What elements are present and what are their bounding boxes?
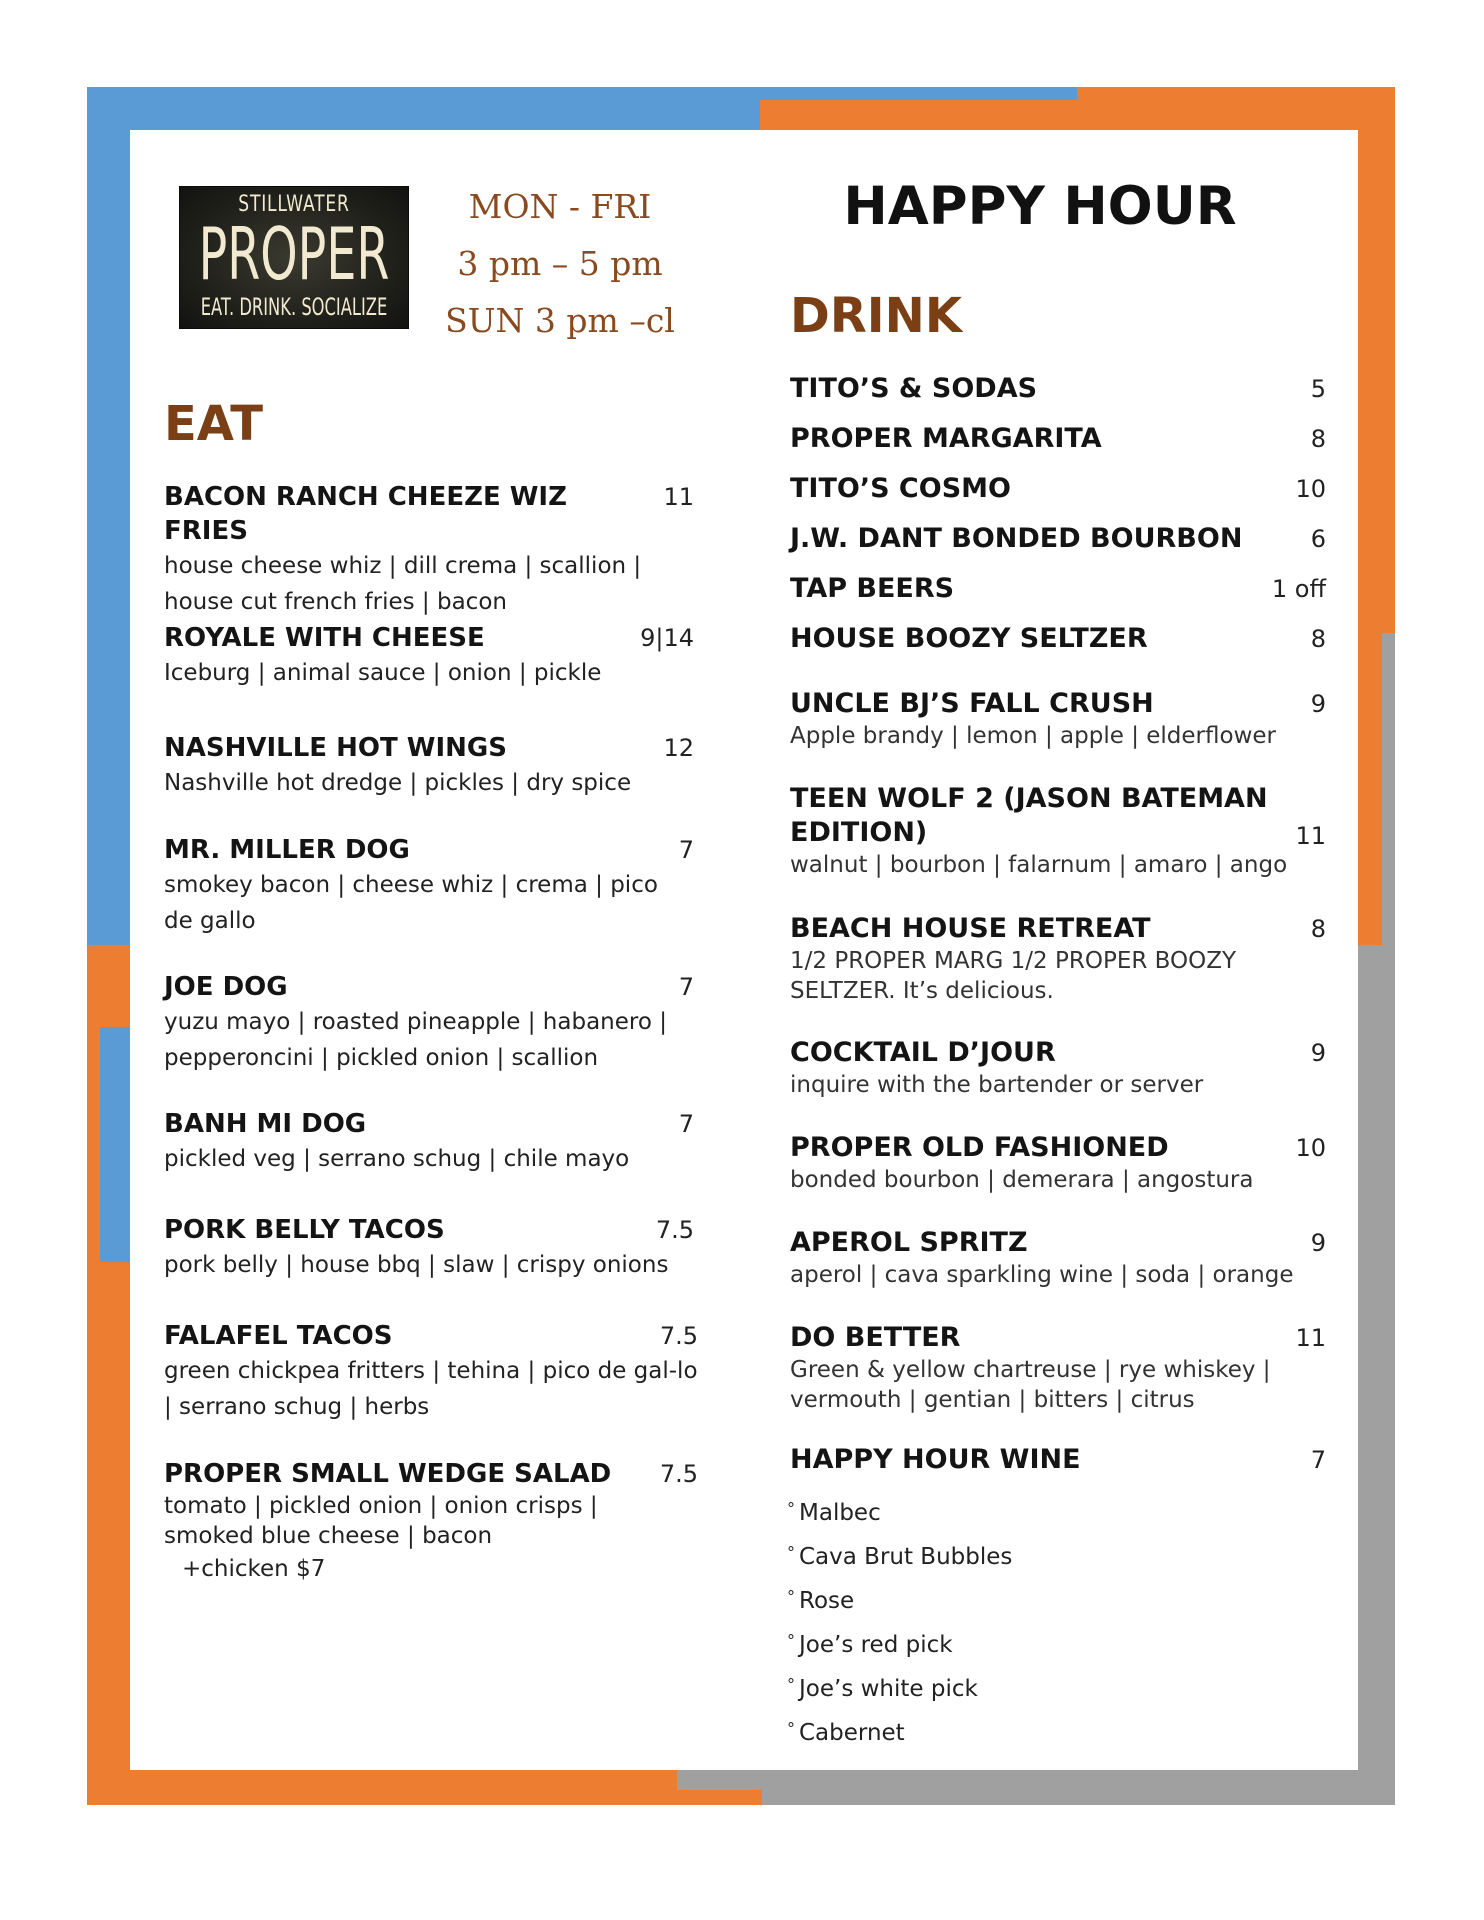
item-desc: pickled veg | serrano schug | chile mayo	[164, 1146, 630, 1172]
drink-item	[790, 422, 1326, 456]
proper-logo	[179, 186, 409, 329]
item-name: HAPPY HOUR WINE	[790, 1444, 1081, 1475]
frame-blue-left-step	[100, 1027, 130, 1262]
hours-sunday: SUN 3 pm –cl	[445, 301, 675, 340]
list-item	[787, 1487, 1012, 1531]
item-name: TEEN WOLF 2 (JASON BATEMAN EDITION)	[790, 783, 1268, 848]
item-name: TITO’S & SODAS	[790, 373, 1038, 404]
list-item	[787, 1707, 1012, 1751]
item-desc: walnut | bourbon | falarnum | amaro | ango	[790, 852, 1288, 878]
item-price: 9	[1310, 1039, 1326, 1067]
logo-line-3: EAT. DRINK. SOCIALIZE	[200, 293, 388, 321]
drink-item	[790, 622, 1326, 656]
frame-gray-bottom-lower	[762, 1770, 1395, 1805]
item-name: APEROL SPRITZ	[790, 1227, 1028, 1258]
item-desc: green chickpea fritters | tehina | pico de gal-lo | serrano schug | herbs	[164, 1358, 698, 1420]
item-desc: yuzu mayo | roasted pineapple | habanero | pepperoncini | pickled onion | scallion	[164, 1009, 667, 1071]
hours-time: 3 pm – 5 pm	[457, 244, 663, 283]
eat-item	[164, 621, 694, 691]
eat-item	[164, 1213, 694, 1283]
eat-item	[164, 970, 694, 1076]
frame-blue-left	[87, 87, 130, 1027]
item-name: PROPER SMALL WEDGE SALAD	[164, 1459, 612, 1489]
item-name: J.W. DANT BONDED BOURBON	[790, 523, 1243, 554]
item-price: 5	[1310, 375, 1326, 403]
degree-bullet-icon: °	[787, 1499, 795, 1518]
wine-name: Rose	[799, 1588, 855, 1614]
item-price: 8	[1310, 625, 1326, 653]
item-price: 7.5	[659, 1460, 698, 1488]
item-name: UNCLE BJ’S FALL CRUSH	[790, 688, 1154, 719]
eat-item	[164, 1457, 698, 1587]
item-price: 10	[1295, 475, 1326, 503]
item-desc: Iceburg | animal sauce | onion | pickle	[164, 660, 602, 686]
item-desc: 1/2 PROPER MARG 1/2 PROPER BOOZY SELTZER. It’s delicious.	[790, 948, 1237, 1004]
drink-item	[790, 912, 1326, 1006]
item-name: PROPER MARGARITA	[790, 423, 1102, 454]
logo-line-2: PROPER	[198, 212, 390, 296]
wine-name: Malbec	[799, 1500, 881, 1526]
eat-item	[164, 833, 694, 939]
item-name: MR. MILLER DOG	[164, 835, 410, 865]
list-item	[787, 1619, 1012, 1663]
list-item	[787, 1531, 1012, 1575]
drink-item	[790, 1226, 1326, 1290]
item-price: 7	[678, 1110, 694, 1138]
wine-list	[787, 1487, 1012, 1751]
item-name: JOE DOG	[164, 972, 288, 1002]
hours-weekday: MON - FRI	[468, 187, 652, 226]
item-name: BANH MI DOG	[164, 1109, 367, 1139]
degree-bullet-icon: °	[787, 1675, 795, 1694]
degree-bullet-icon: °	[787, 1543, 795, 1562]
eat-item	[164, 480, 694, 620]
item-name: PORK BELLY TACOS	[164, 1215, 445, 1245]
item-price: 11	[663, 483, 694, 511]
item-desc: aperol | cava sparkling wine | soda | orange	[790, 1262, 1294, 1288]
item-price: 1 off	[1271, 575, 1326, 603]
eat-heading: EAT	[164, 396, 263, 452]
hours-block	[440, 178, 680, 349]
eat-item	[164, 731, 694, 801]
drink-item	[790, 782, 1326, 880]
drink-heading: DRINK	[790, 288, 963, 344]
logo-line-1: STILLWATER	[238, 192, 350, 217]
drink-item	[790, 1131, 1326, 1195]
frame-orange-right-step	[1358, 87, 1382, 945]
item-desc: house cheese whiz | dill crema | scallion | house cut french fries | bacon	[164, 553, 642, 615]
item-name: NASHVILLE HOT WINGS	[164, 733, 507, 763]
page-title: HAPPY HOUR	[843, 176, 1237, 237]
drink-item	[790, 1036, 1326, 1100]
item-price: 8	[1310, 425, 1326, 453]
item-price: 11	[1295, 822, 1326, 850]
item-name: TITO’S COSMO	[790, 473, 1011, 504]
item-name: FALAFEL TACOS	[164, 1321, 393, 1351]
item-price: 7.5	[659, 1322, 698, 1350]
frame-orange-top-step	[760, 100, 1080, 130]
item-price: 7	[678, 973, 694, 1001]
drink-item	[790, 472, 1326, 506]
list-item	[787, 1663, 1012, 1707]
wine-name: Joe’s red pick	[799, 1632, 953, 1658]
item-desc: bonded bourbon | demerara | angostura	[790, 1167, 1254, 1193]
degree-bullet-icon: °	[787, 1587, 795, 1606]
list-item	[787, 1575, 1012, 1619]
degree-bullet-icon: °	[787, 1719, 795, 1738]
wine-name: Cabernet	[799, 1720, 905, 1746]
item-price: 11	[1295, 1324, 1326, 1352]
item-desc: Apple brandy | lemon | apple | elderflower	[790, 723, 1276, 749]
drink-item	[790, 687, 1326, 751]
item-extra: +chicken $7	[182, 1556, 326, 1582]
item-price: 6	[1310, 525, 1326, 553]
frame-orange-top	[1077, 87, 1395, 130]
item-name: BEACH HOUSE RETREAT	[790, 913, 1151, 944]
item-name: COCKTAIL D’JOUR	[790, 1037, 1056, 1068]
item-price: 10	[1295, 1134, 1326, 1162]
frame-orange-bottom-step	[87, 1770, 677, 1805]
item-desc: inquire with the bartender or server	[790, 1072, 1204, 1098]
wine-name: Cava Brut Bubbles	[799, 1544, 1013, 1570]
item-desc: tomato | pickled onion | onion crisps | smoked blue cheese | bacon	[164, 1493, 598, 1549]
drink-item	[790, 372, 1326, 406]
item-price: 7	[1310, 1446, 1326, 1474]
item-name: DO BETTER	[790, 1322, 961, 1353]
wine-name: Joe’s white pick	[799, 1676, 978, 1702]
item-price: 9|14	[640, 624, 694, 652]
item-price: 9	[1310, 690, 1326, 718]
item-name: HOUSE BOOZY SELTZER	[790, 623, 1148, 654]
item-desc: Nashville hot dredge | pickles | dry spice	[164, 770, 632, 796]
item-price: 7.5	[655, 1216, 694, 1244]
item-price: 7	[678, 836, 694, 864]
drink-item	[790, 1443, 1326, 1477]
drink-item	[790, 1321, 1326, 1415]
eat-item	[164, 1107, 694, 1177]
item-price: 12	[663, 734, 694, 762]
item-desc: Green & yellow chartreuse | rye whiskey | vermouth | gentian | bitters | citrus	[790, 1357, 1271, 1413]
item-desc: pork belly | house bbq | slaw | crispy onions	[164, 1252, 669, 1278]
item-desc: smokey bacon | cheese whiz | crema | pico de gallo	[164, 872, 658, 934]
item-name: ROYALE WITH CHEESE	[164, 623, 485, 653]
item-name: BACON RANCH CHEEZE WIZ FRIES	[164, 482, 567, 546]
item-price: 9	[1310, 1229, 1326, 1257]
drink-item	[790, 522, 1326, 556]
drink-item	[790, 572, 1326, 606]
item-name: PROPER OLD FASHIONED	[790, 1132, 1169, 1163]
eat-item	[164, 1319, 698, 1425]
item-name: TAP BEERS	[790, 573, 955, 604]
item-price: 8	[1310, 915, 1326, 943]
degree-bullet-icon: °	[787, 1631, 795, 1650]
